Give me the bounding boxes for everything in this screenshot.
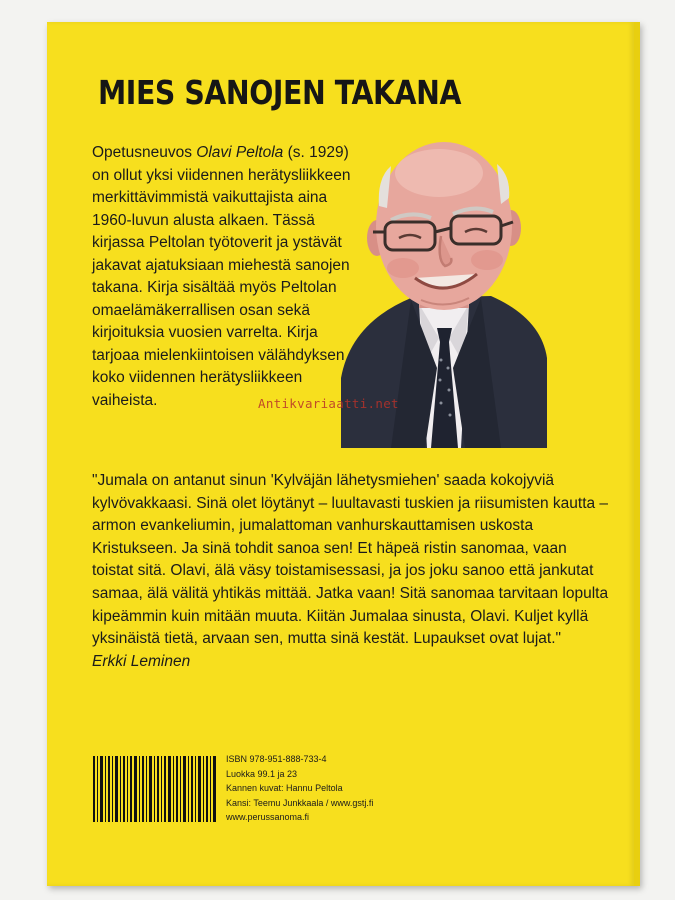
intro-lead: Opetusneuvos bbox=[92, 144, 197, 161]
book-title: MIES SANOJEN TAKANA bbox=[98, 73, 461, 112]
intro-body: (s. 1929) on ollut yksi viidennen herätysliikkeen merkittävimmistä vaikuttajista aina 1960-luvun alusta alkaen. Tässä kirjassa Peltolan työtoverit ja ystävät jakavat ajatuksiaan miehestä sanojen takana. Kirja sisältää myös Peltolan omaelämäkerrallisen osan sekä kirjoituksia vuosien varrelta. Kirja tarjoaa mielenkiintoisen välähdyksen koko viidennen herätysliikkeen vaiheista. bbox=[92, 144, 351, 409]
classification: Luokka 99.1 ja 23 bbox=[226, 768, 298, 779]
publisher-website: www.perussanoma.fi bbox=[226, 812, 310, 823]
cover-design-credit: Kansi: Teemu Junkkaala / www.gstj.fi bbox=[226, 797, 374, 808]
intro-text bbox=[92, 142, 354, 412]
photo-credit: Kannen kuvat: Hannu Peltola bbox=[226, 783, 343, 794]
barcode bbox=[93, 756, 217, 822]
quote-text: "Jumala on antanut sinun 'Kylväjän lähetysmiehen' saada kokojyviä kylvövakkaasi. Sinä olet löytänyt – luultavasti tuskien ja riisumisten kautta – armon evankeliumin, jumalattoman vanhurskauttamisen uskosta Kristukseen. Ja sinä tohdit sanoa sen! Et häpeä ristin sanomaa, vaan toistat sitä. Olavi, älä väsy toistamisessasi, ja jos joku sanoo että jankutat samaa, älä välitä yhtikäs mittää. Jatka vaan! Sitä sanomaa tarvitaan lopulta kipeämmin kuin mitään muuta. Kiitän Jumalaa sinusta, Olavi. Kuljet kyllä yksinäistä tietä, arvaan sen, mutta sinä kestät. Lupaukset ovat lujat." bbox=[92, 472, 609, 648]
quote-block bbox=[92, 470, 612, 673]
isbn: ISBN 978-951-888-733-4 bbox=[226, 754, 327, 764]
watermark: Antikvariaatti.net bbox=[258, 396, 399, 411]
author-name: Olavi Peltola bbox=[196, 144, 284, 161]
quote-author: Erkki Leminen bbox=[92, 652, 191, 670]
publication-info bbox=[226, 752, 373, 825]
